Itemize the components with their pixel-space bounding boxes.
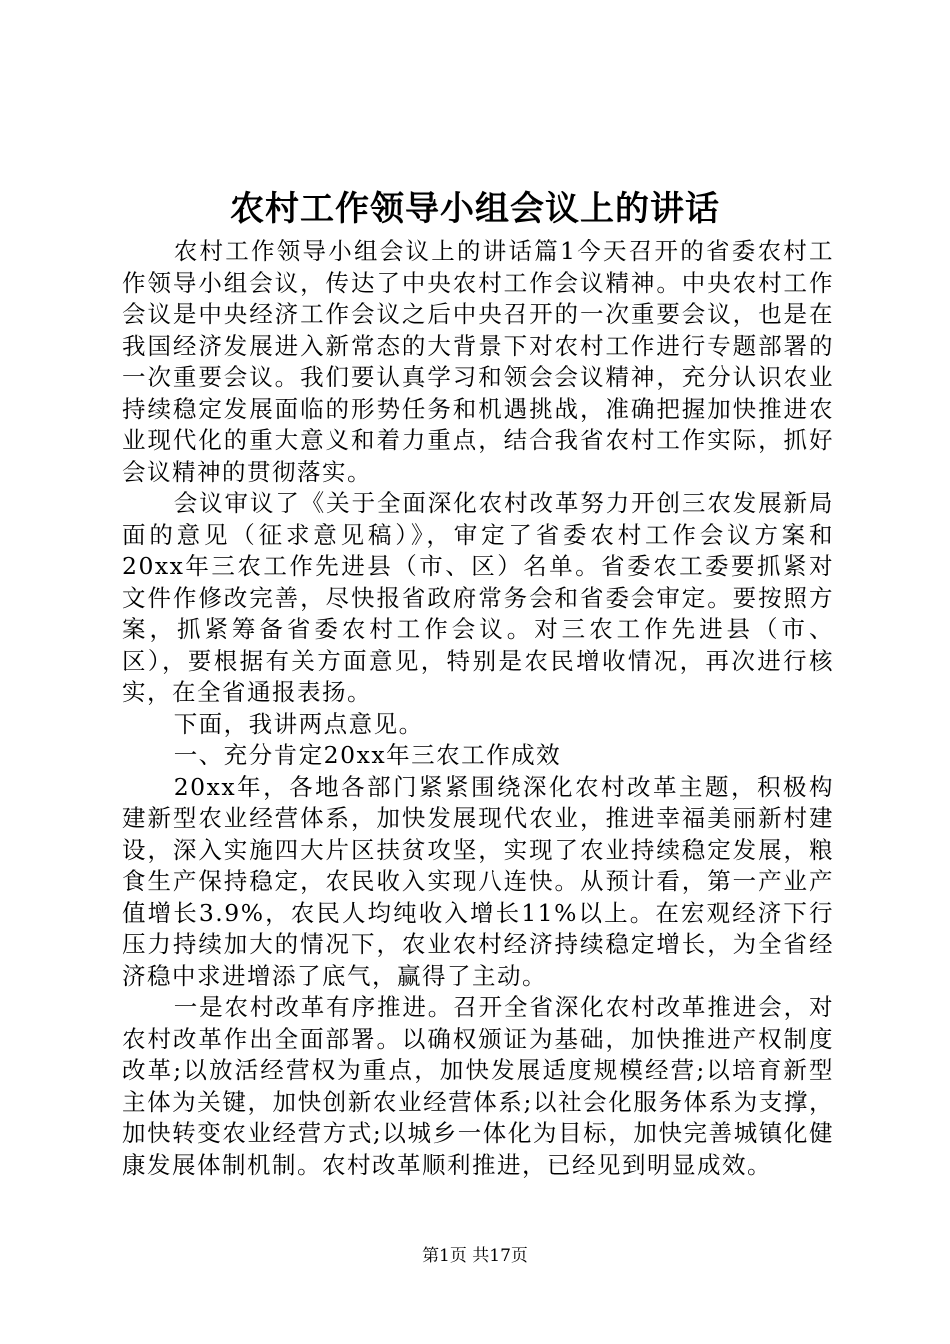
paragraph: 会议审议了《关于全面深化农村改革努力开创三农发展新局面的意见（征求意见稿）》，审定了省委农村工作会议方案和20xx年三农工作先进县（市、区）名单。省委农工委要抓紧对文件作修改完善，尽快报省政府常务会和省委会审定。要按照方案，抓紧筹备省委农村工作会议。对三农工作先进县（市、区），要根据有关方面意见，特别是农民增收情况，再次进行核实，在全省通报表扬。 [122,489,834,706]
paragraph: 农村工作领导小组会议上的讲话篇1今天召开的省委农村工作领导小组会议，传达了中央农村工作会议精神。中央农村工作会议是中央经济工作会议之后中央召开的一次重要会议，也是在我国经济发展进入新常态的大背景下对农村工作进行专题部署的一次重要会议。我们要认真学习和领会会议精神，充分认识农业持续稳定发展面临的形势任务和机遇挑战，准确把握加快推进农业现代化的重大意义和着力重点，结合我省农村工作实际，抓好会议精神的贯彻落实。 [122,237,834,486]
document-title: 农村工作领导小组会议上的讲话 [230,189,720,229]
paragraph: 20xx年，各地各部门紧紧围绕深化农村改革主题，积极构建新型农业经营体系，加快发展现代农业，推进幸福美丽新村建设，深入实施四大片区扶贫攻坚，实现了农业持续稳定发展，粮食生产保持稳定，农民收入实现八连快。从预计看，第一产业产值增长3.9%，农民人均纯收入增长11%以上。在宏观经济下行压力持续加大的情况下，农业农村经济持续稳定增长，为全省经济稳中求进增添了底气，赢得了主动。 [122,772,834,990]
paragraph: 一是农村改革有序推进。召开全省深化农村改革推进会，对农村改革作出全面部署。以确权颁证为基础，加快推进产权制度改革;以放活经营权为重点，加快发展适度规模经营;以培育新型主体为关键，加快创新农业经营体系;以社会化服务体系为支撑，加快转变农业经营方式;以城乡一体化为目标，加快完善城镇化健康发展体制机制。农村改革顺利推进，已经见到明显成效。 [122,993,834,1179]
document-body [122,236,834,1181]
section-heading: 一、充分肯定20xx年三农工作成效 [173,741,562,769]
page-footer: 第1页 共17页 [422,1246,528,1266]
paragraph: 下面，我讲两点意见。 [173,709,424,738]
